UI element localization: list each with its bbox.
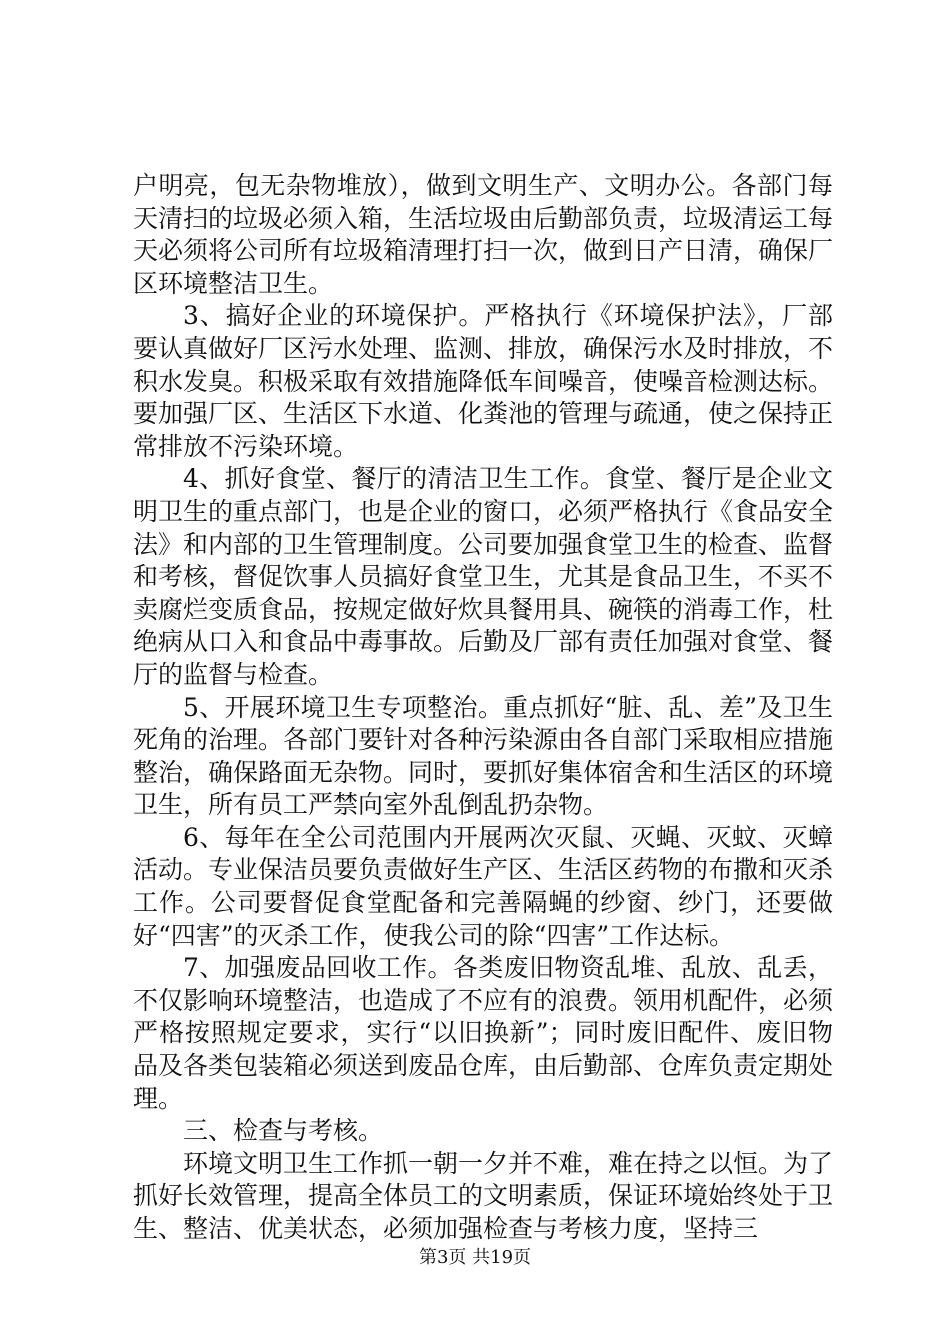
document-body [133,170,833,1246]
paragraph-item-5: 5、开展环境卫生专项整治。重点抓好“脏、乱、差”及卫生死角的治理。各部门要针对各种污染源由各自部门采取相应措施整治，确保路面无杂物。同时，要抓好集体宿舍和生活区的环境卫生，所有员工严禁向室外乱倒乱扔杂物。 [133,692,834,820]
paragraph-inspection-body: 环境文明卫生工作抓一朝一夕并不难，难在持之以恒。为了抓好长效管理，提高全体员工的文明素质，保证环境始终处于卫生、整洁、优美状态，必须加强检查与考核力度，坚持三 [133,1148,834,1243]
page-number-footer: 第3页 共19页 [418,1247,532,1268]
paragraph-item-4: 4、抓好食堂、餐厅的清洁卫生工作。食堂、餐厅是企业文明卫生的重点部门，也是企业的窗口，必须严格执行《食品安全法》和内部的卫生管理制度。公司要加强食堂卫生的检查、监督和考核，督促饮事人员搞好食堂卫生，尤其是食品卫生，不买不卖腐烂变质食品，按规定做好炊具餐用具、碗筷的消毒工作，杜绝病从口入和食品中毒事故。后勤及厂部有责任加强对食堂、餐厅的监督与检查。 [133,464,834,689]
paragraph-item-6: 6、每年在全公司范围内开展两次灭鼠、灭蝇、灭蚊、灭蟑活动。专业保洁员要负责做好生产区、生活区药物的布撒和灭杀工作。公司要督促食堂配备和完善隔蝇的纱窗、纱门，还要做好“四害”的灭杀工作，使我公司的除“四害”工作达标。 [133,822,834,950]
paragraph-item-7: 7、加强废品回收工作。各类废旧物资乱堆、乱放、乱丢，不仅影响环境整洁，也造成了不应有的浪费。领用机配件，必须严格按照规定要求，实行“以旧换新”；同时废旧配件、废旧物品及各类包装箱必须送到废品仓库，由后勤部、仓库负责定期处理。 [133,953,834,1113]
section-heading-inspection: 三、检查与考核。 [183,1116,384,1146]
paragraph-item-3: 3、搞好企业的环境保护。严格执行《环境保护法》，厂部要认真做好厂区污水处理、监测、排放，确保污水及时排放，不积水发臭。积极采取有效措施降低车间噪音，使噪音检测达标。要加强厂区、生活区下水道、化粪池的管理与疏通，使之保持正常排放不污染环境。 [133,301,834,461]
paragraph-continuation: 户明亮，包无杂物堆放），做到文明生产、文明办公。各部门每天清扫的垃圾必须入箱，生活垃圾由后勤部负责，垃圾清运工每天必须将公司所有垃圾箱清理打扫一次，做到日产日清，确保厂区环境整洁卫生。 [133,171,834,298]
